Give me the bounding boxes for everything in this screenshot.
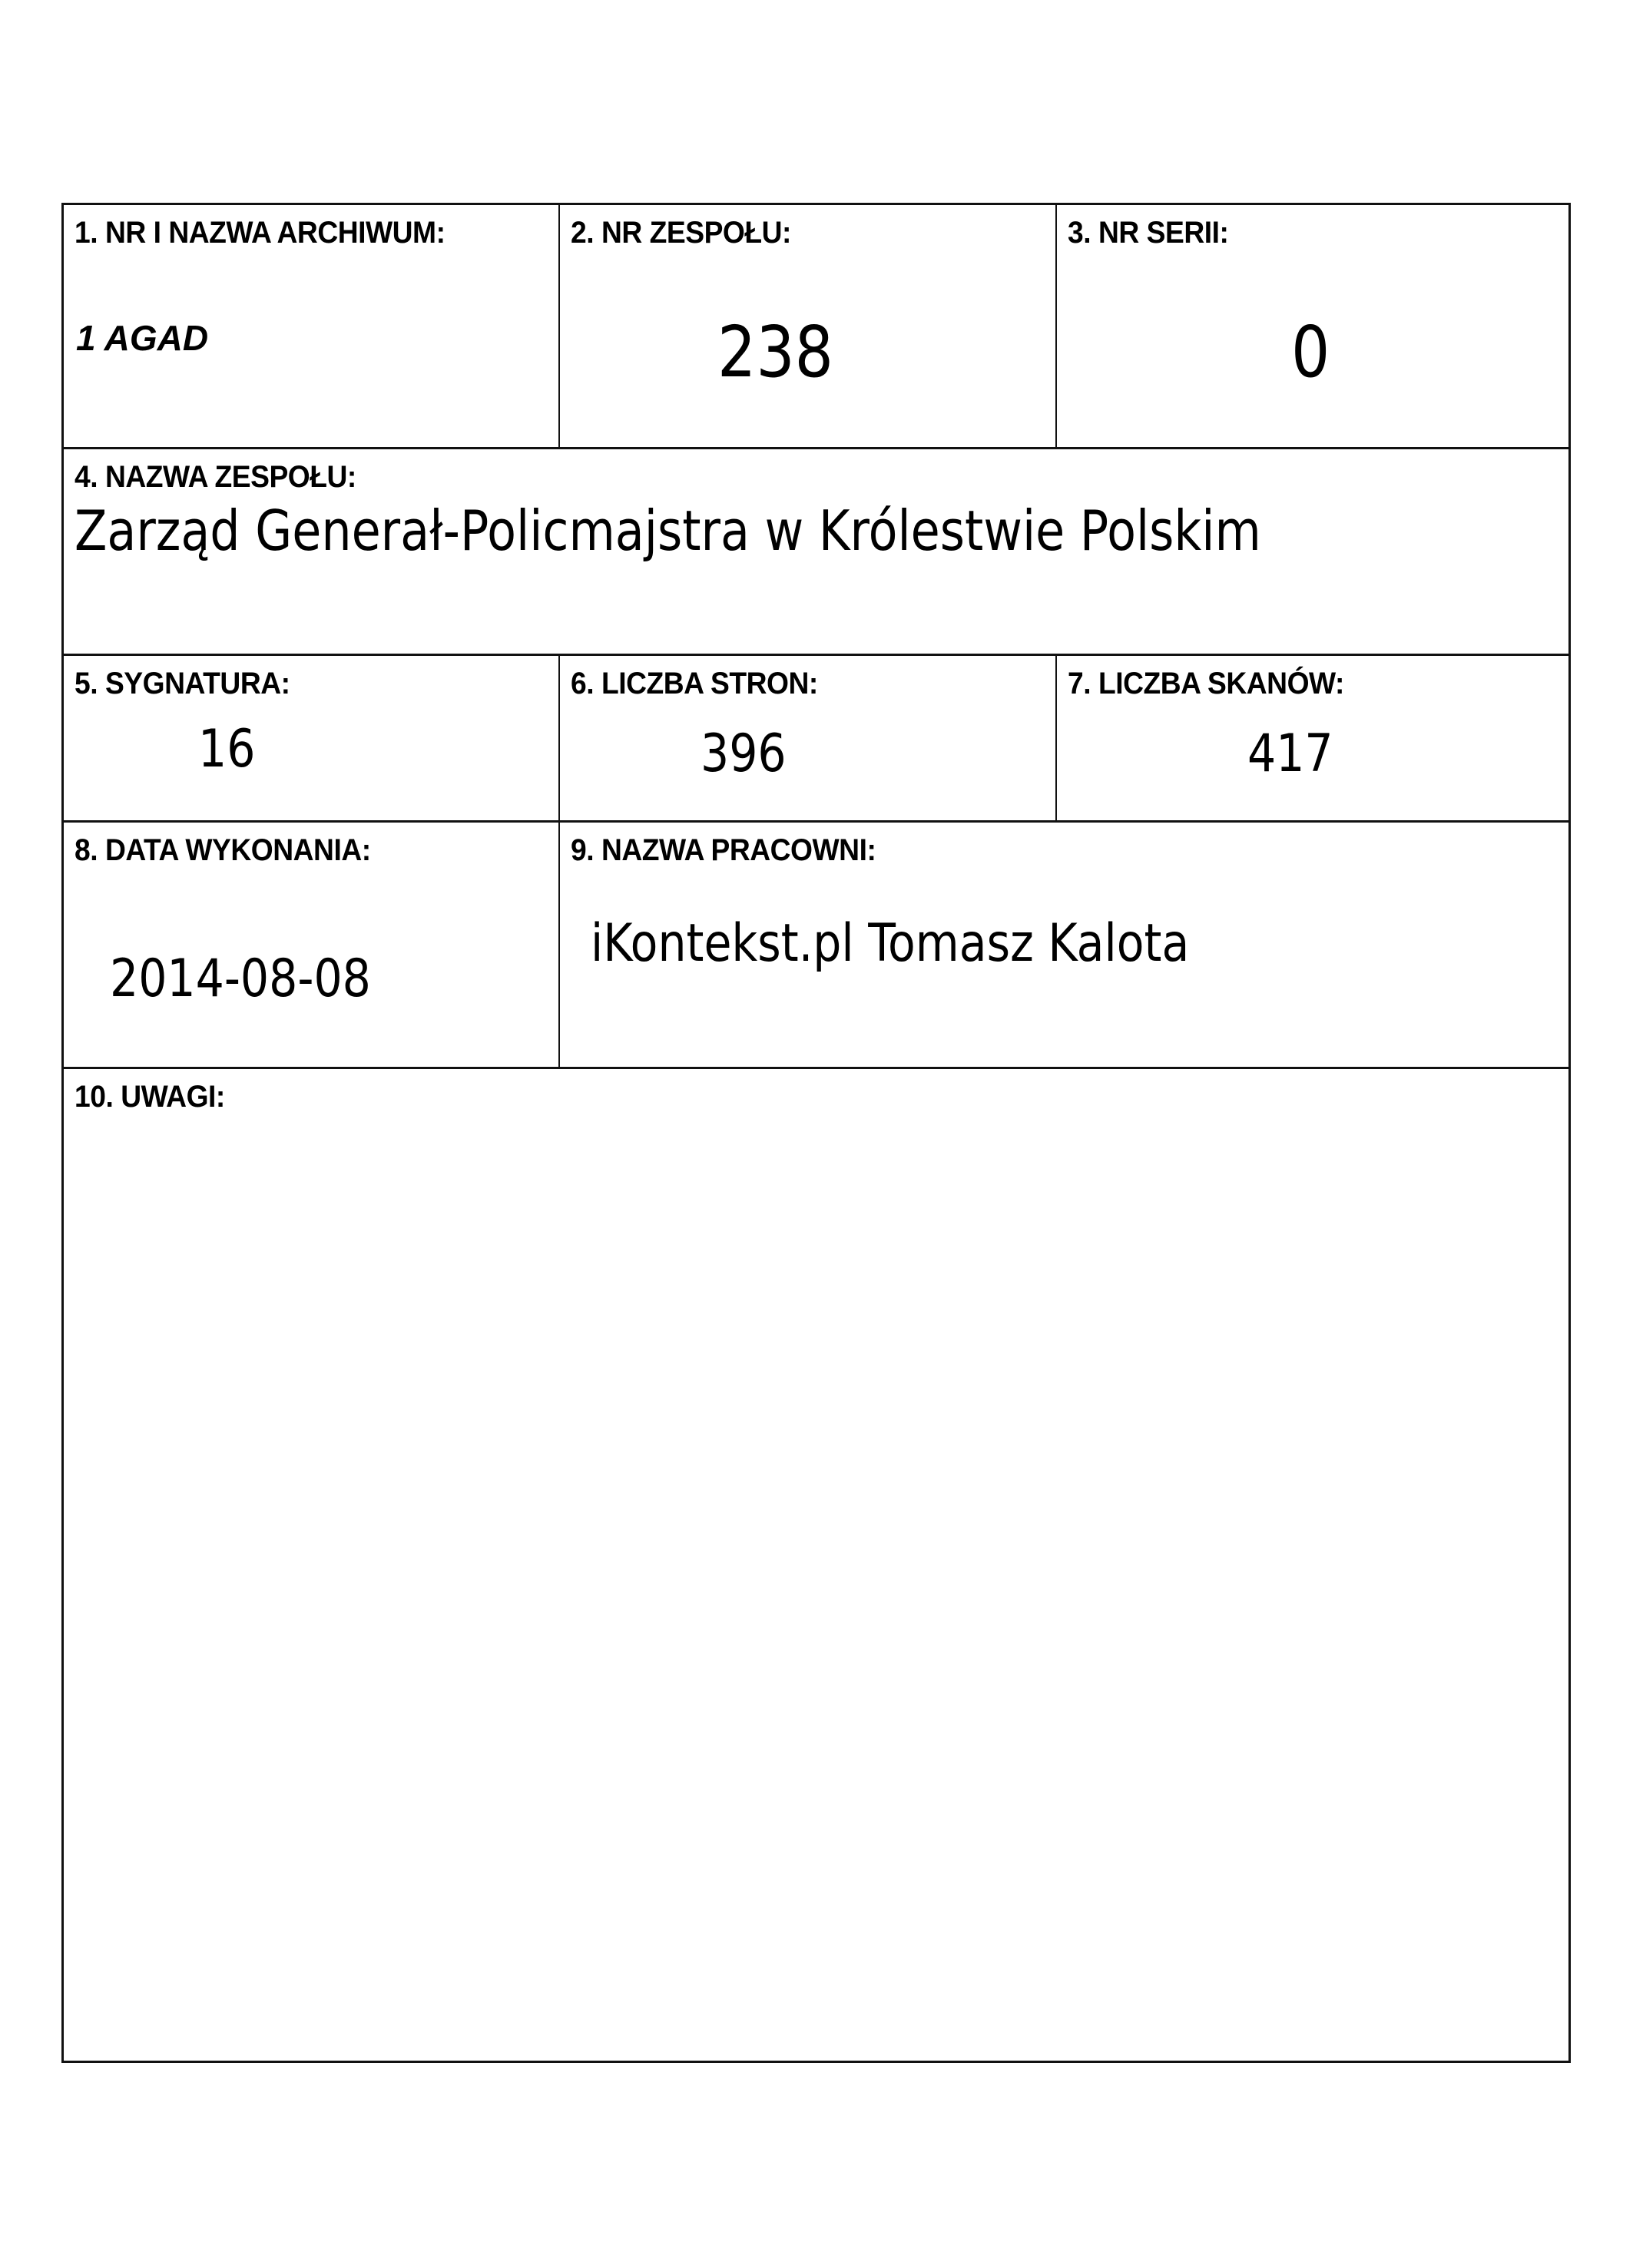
field-fond-number-label: 2. NR ZESPOŁU: <box>571 216 791 250</box>
field-workshop-label: 9. NAZWA PRACOWNI: <box>571 833 876 867</box>
field-fond-number-value: 238 <box>717 311 834 393</box>
field-date <box>64 823 558 1067</box>
field-date-label: 8. DATA WYKONANIA: <box>75 833 371 867</box>
field-fond-number <box>560 205 1054 447</box>
field-page-count-value: 396 <box>701 723 787 784</box>
field-signature <box>64 656 558 820</box>
field-remarks-label: 10. UWAGI: <box>75 1080 225 1114</box>
archive-metadata-form <box>61 203 1571 2063</box>
field-signature-label: 5. SYGNATURA: <box>75 667 290 700</box>
field-remarks <box>64 1069 1568 2061</box>
field-signature-value: 16 <box>198 719 256 780</box>
field-workshop <box>560 823 1568 1067</box>
divider <box>1055 205 1057 447</box>
field-date-value: 2014-08-08 <box>110 949 371 1009</box>
divider <box>558 823 560 1067</box>
field-scan-count-label: 7. LICZBA SKANÓW: <box>1068 667 1344 700</box>
field-archive-value: 1 AGAD <box>76 318 209 358</box>
field-series-number <box>1057 205 1568 447</box>
field-fond-name-label: 4. NAZWA ZESPOŁU: <box>75 460 356 494</box>
field-scan-count <box>1057 656 1568 820</box>
field-archive-label: 1. NR I NAZWA ARCHIWUM: <box>75 216 446 250</box>
divider <box>558 656 560 820</box>
field-archive <box>64 205 558 447</box>
field-series-number-value: 0 <box>1291 311 1330 393</box>
divider <box>558 205 560 447</box>
divider <box>1055 656 1057 820</box>
field-workshop-value: iKontekst.pl Tomasz Kalota <box>591 913 1190 974</box>
field-fond-name <box>64 449 1568 654</box>
field-series-number-label: 3. NR SERII: <box>1068 216 1229 250</box>
field-page-count-label: 6. LICZBA STRON: <box>571 667 818 700</box>
field-scan-count-value: 417 <box>1247 723 1333 784</box>
field-page-count <box>560 656 1054 820</box>
field-fond-name-value: Zarząd Generał-Policmajstra w Królestwie Polskim <box>75 498 1261 563</box>
